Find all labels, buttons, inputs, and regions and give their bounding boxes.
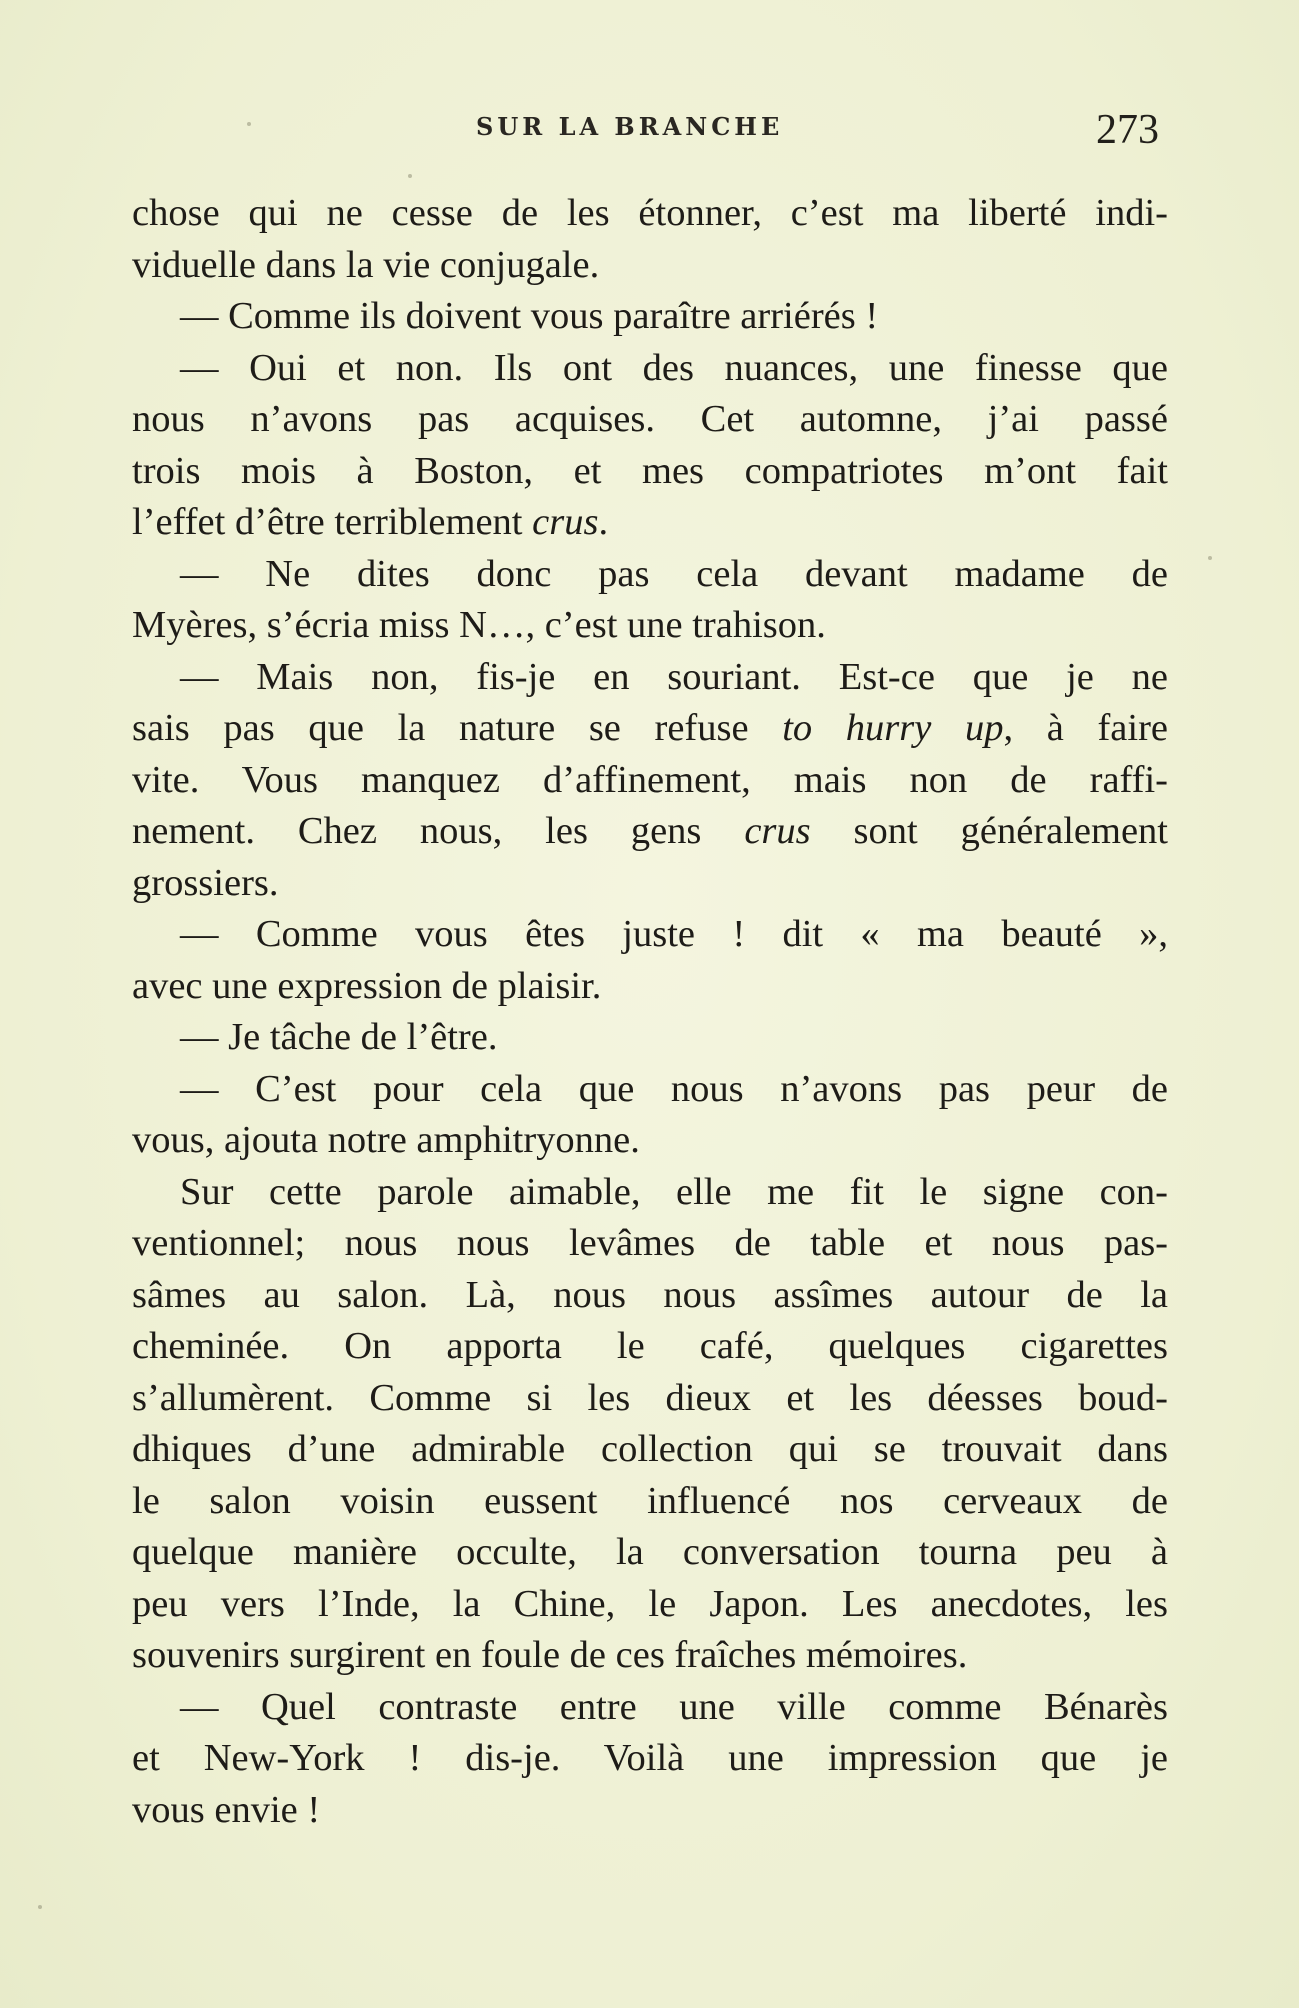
text-line: Myères, s’écria miss N…, c’est une trahison. [132,604,826,646]
text-line: sâmes au salon. Là, nous nous assîmes autour de la [132,1273,1168,1316]
text-segment: sais pas que la nature se refuse [132,707,783,749]
text-line: — Quel contraste entre une ville comme Bénarès [180,1685,1168,1728]
text-line: le salon voisin eussent influencé nos cerveaux de [132,1479,1168,1522]
italic-text: to hurry up [782,707,1004,749]
text-line: — Oui et non. Ils ont des nuances, une finesse que [180,346,1168,389]
italic-text: crus [744,810,811,852]
text-segment: , à faire [1003,707,1169,749]
running-title: SUR LA BRANCHE [476,112,784,141]
text-line: grossiers. [132,861,279,904]
text-line: — Je tâche de l’être. [180,1016,498,1058]
text-line: Sur cette parole aimable, elle me fit le signe con- [180,1170,1168,1213]
text-line: — Ne dites donc pas cela devant madame de [180,552,1168,595]
text-line: nous n’avons pas acquises. Cet automne, j’ai passé [132,398,1168,440]
paper-speck [408,174,412,178]
text-line: ventionnel; nous nous levâmes de table et nous pas- [132,1222,1168,1264]
text-line [132,497,1168,549]
text-line: peu vers l’Inde, la Chine, le Japon. Les anecdotes, les [132,1582,1168,1625]
text-line: vous envie ! [132,1788,321,1831]
text-line: — Comme vous êtes juste ! dit « ma beauté », [180,913,1168,955]
paper-speck [247,122,251,126]
text-line [132,703,1168,755]
text-line: s’allumèrent. Comme si les dieux et les déesses boud- [132,1376,1168,1419]
text-line: cheminée. On apporta le café, quelques cigarettes [132,1325,1168,1367]
paper-speck [38,1905,42,1909]
text-line: trois mois à Boston, et mes compatriotes m’ont fait [132,449,1168,492]
text-segment: sont généralement [810,810,1169,852]
paper-speck [1208,556,1212,560]
text-line: quelque manière occulte, la conversation tourna peu à [132,1531,1168,1573]
body-text [132,188,1168,1836]
text-segment: l’effet d’être terriblement [132,501,533,543]
text-line: — C’est pour cela que nous n’avons pas peur de [180,1067,1168,1110]
text-line: et New-York ! dis-je. Voilà une impression que je [132,1737,1168,1779]
text-segment: . [598,501,609,543]
text-line: viduelle dans la vie conjugale. [132,243,600,286]
text-line: chose qui ne cesse de les étonner, c’est ma liberté indi- [132,192,1168,234]
text-line: — Mais non, fis-je en souriant. Est-ce que je ne [180,655,1168,698]
running-head [0,107,1299,153]
text-line: — Comme ils doivent vous paraître arriérés ! [180,295,879,337]
text-segment: nement. Chez nous, les gens [132,810,745,852]
text-line: avec une expression de plaisir. [132,964,602,1007]
italic-text: crus [532,501,599,543]
text-line [132,806,1168,858]
text-line: vite. Vous manquez d’affinement, mais non de raffi- [132,758,1168,801]
page-number: 273 [1096,107,1159,153]
text-line: vous, ajouta notre amphitryonne. [132,1119,640,1161]
text-line: dhiques d’une admirable collection qui se trouvait dans [132,1428,1168,1470]
text-line: souvenirs surgirent en foule de ces fraîches mémoires. [132,1634,968,1676]
